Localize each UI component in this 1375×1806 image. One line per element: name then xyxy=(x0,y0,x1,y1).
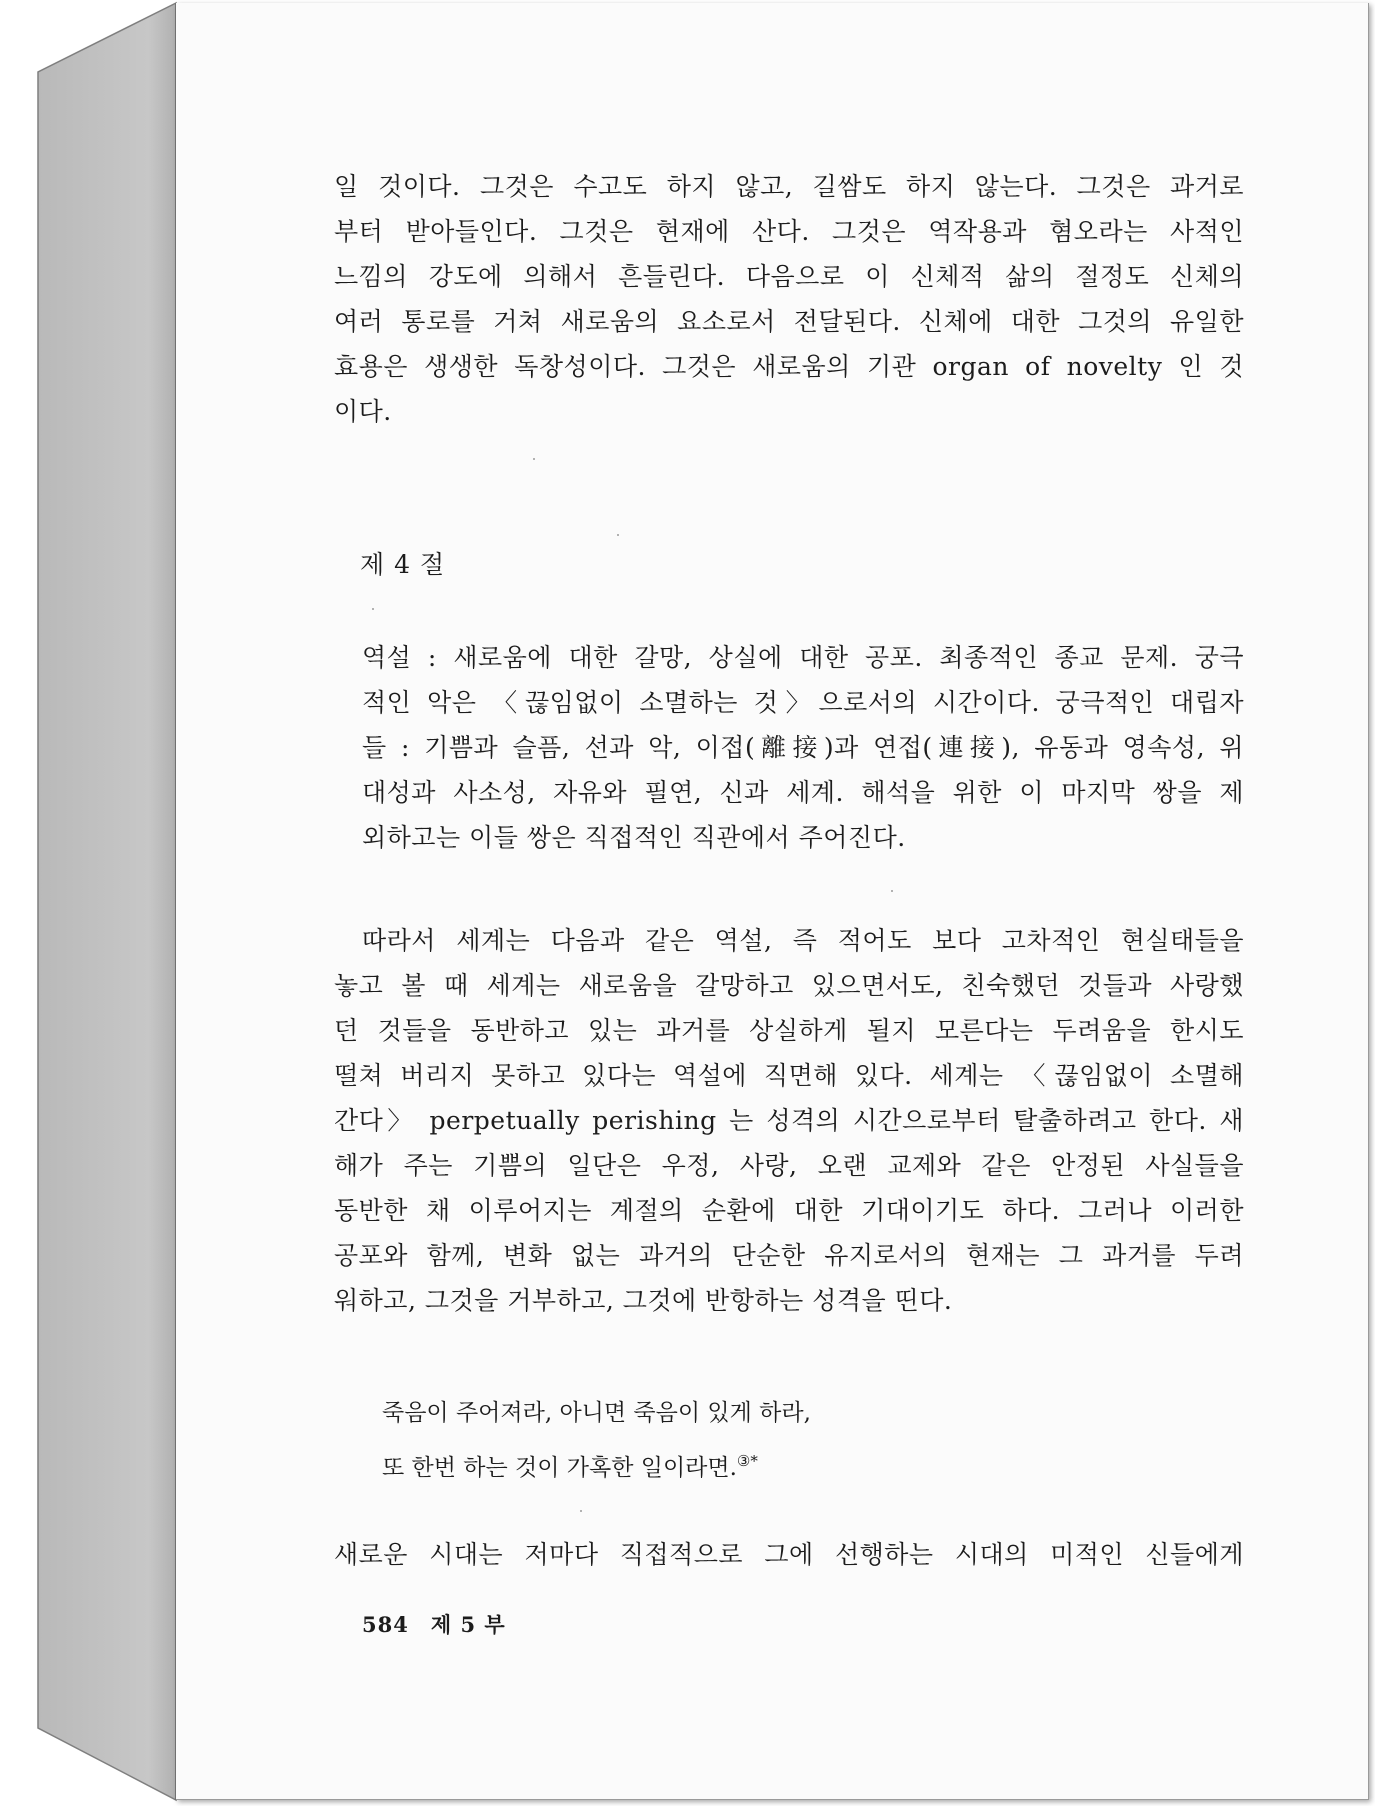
footnote-marker: ③* xyxy=(736,1452,758,1470)
scan-speck xyxy=(580,1510,582,1512)
text-line: 놓고 볼 때 세계는 새로움을 갈망하고 있으면서도, 친숙했던 것들과 사랑했 xyxy=(334,971,1244,1000)
part-label: 제 5 부 xyxy=(430,1612,506,1637)
text-line: 외하고는 이들 쌍은 직접적인 직관에서 주어진다. xyxy=(362,823,906,852)
text-line: 느낌의 강도에 의해서 흔들린다. 다음으로 이 신체적 삶의 절정도 신체의 xyxy=(334,262,1244,291)
text-line: 해가 주는 기쁨의 일단은 우정, 사랑, 오랜 교제와 같은 안정된 사실들을 xyxy=(334,1151,1244,1180)
paragraph-2 xyxy=(362,635,1244,860)
text-line: 떨쳐 버리지 못하고 있다는 역설에 직면해 있다. 세계는 〈끊임없이 소멸해 xyxy=(334,1061,1244,1090)
scan-speck xyxy=(617,534,619,536)
text-line: 워하고, 그것을 거부하고, 그것에 반항하는 성격을 띤다. xyxy=(334,1286,953,1315)
text-line: 여러 통로를 거쳐 새로움의 요소로서 전달된다. 신체에 대한 그것의 유일한 xyxy=(334,307,1244,336)
text-line: 효용은 생생한 독창성이다. 그것은 새로움의 기관 organ of novelty 인 것 xyxy=(334,352,1244,381)
text-line: 따라서 세계는 다음과 같은 역설, 즉 적어도 보다 고차적인 현실태들을 xyxy=(362,926,1244,955)
scan-speck xyxy=(372,608,374,610)
text-line: 던 것들을 동반하고 있는 과거를 상실하게 될지 모른다는 두려움을 한시도 xyxy=(334,1016,1244,1045)
text-line: 역설 : 새로움에 대한 갈망, 상실에 대한 공포. 최종적인 종교 문제. 궁극 xyxy=(362,643,1244,672)
verse-line-text: 또 한번 하는 것이 가혹한 일이라면. xyxy=(382,1455,737,1481)
text-line: 들 : 기쁨과 슬픔, 선과 악, 이접(離接)과 연접(連接), 유동과 영속성, 위 xyxy=(362,733,1244,762)
text-line: 공포와 함께, 변화 없는 과거의 단순한 유지로서의 현재는 그 과거를 두려 xyxy=(334,1241,1244,1270)
text-line: 적인 악은 〈끊임없이 소멸하는 것〉으로서의 시간이다. 궁극적인 대립자 xyxy=(362,688,1244,717)
verse-line xyxy=(382,1437,811,1492)
scan-speck xyxy=(891,890,893,892)
paragraph-4 xyxy=(334,1532,1244,1577)
verse-quote xyxy=(382,1389,811,1492)
text-line: 부터 받아들인다. 그것은 현재에 산다. 그것은 역작용과 혐오라는 사적인 xyxy=(334,217,1244,246)
page-number: 584 xyxy=(362,1612,409,1637)
text-line: 일 것이다. 그것은 수고도 하지 않고, 길쌈도 하지 않는다. 그것은 과거로 xyxy=(334,172,1244,201)
scan-speck xyxy=(533,458,535,460)
text-line: 동반한 채 이루어지는 계절의 순환에 대한 기대이기도 하다. 그러나 이러한 xyxy=(334,1196,1244,1225)
text-line: 간다〉 perpetually perishing 는 성격의 시간으로부터 탈출하려고 한다. 새 xyxy=(334,1106,1244,1135)
section-heading: 제 4 절 xyxy=(360,550,446,579)
book-spine xyxy=(0,0,180,1806)
page-footer xyxy=(362,1609,528,1639)
verse-line: 죽음이 주어져라, 아니면 죽음이 있게 하라, xyxy=(382,1400,811,1426)
paragraph-3 xyxy=(334,918,1244,1323)
paragraph-1 xyxy=(334,164,1244,434)
text-line: 이다. xyxy=(334,397,392,426)
text-line: 새로운 시대는 저마다 직접적으로 그에 선행하는 시대의 미적인 신들에게 xyxy=(334,1540,1244,1569)
text-line: 대성과 사소성, 자유와 필연, 신과 세계. 해석을 위한 이 마지막 쌍을 제 xyxy=(362,778,1244,807)
